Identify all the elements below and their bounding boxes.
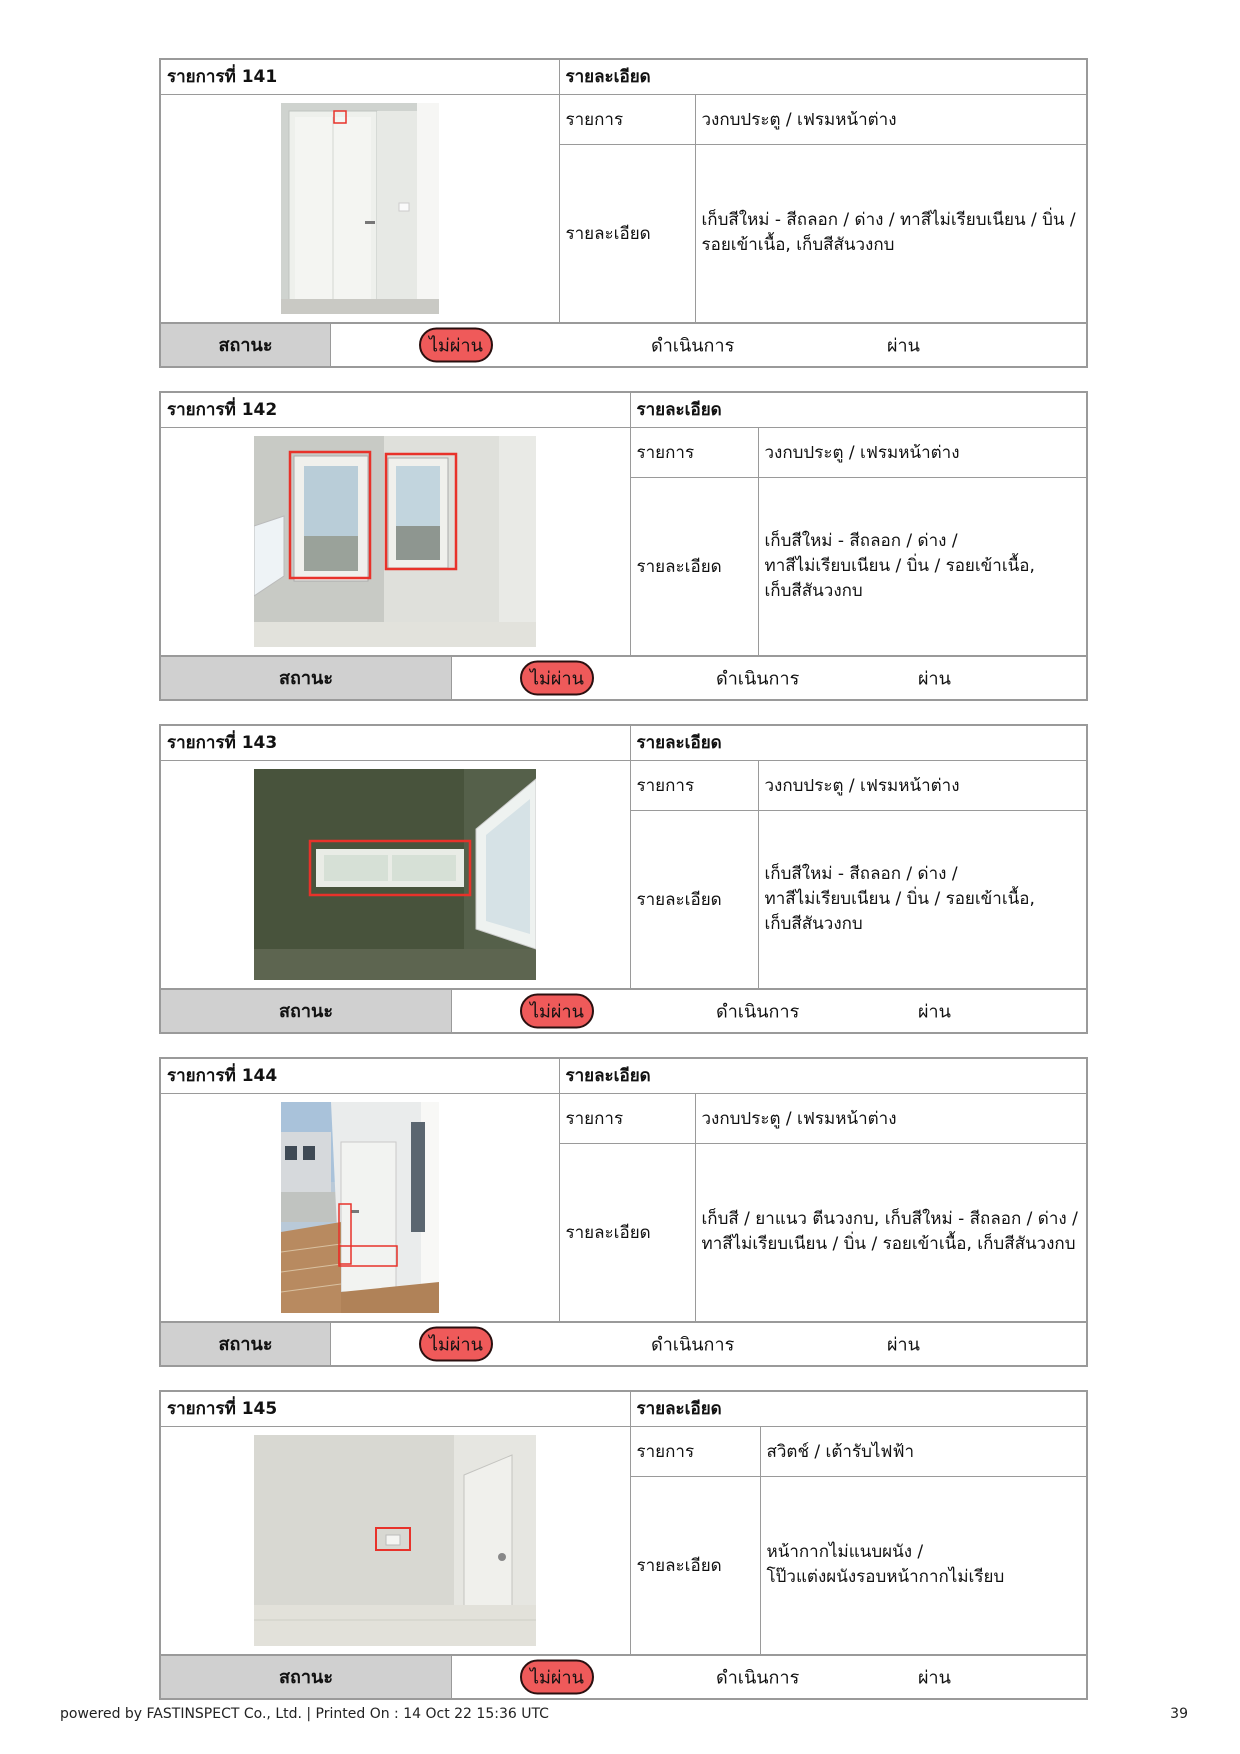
status-options [331,1323,1086,1365]
status-in-progress-option[interactable]: ดำเนินการ [716,668,800,689]
door-photo[interactable] [281,103,439,314]
item-label: รายการ [559,94,695,144]
item-value: วงกบประตู / เฟรมหน้าต่าง [695,1093,1086,1143]
item-value: วงกบประตู / เฟรมหน้าต่าง [758,427,1086,477]
item-title: รายการที่ 145 [161,1392,630,1426]
status-row [161,323,1086,366]
item-value: วงกบประตู / เฟรมหน้าต่าง [695,94,1086,144]
status-options [452,657,1086,699]
status-fail-option[interactable]: ไม่ผ่าน [419,1326,493,1361]
status-fail-option[interactable]: ไม่ผ่าน [520,660,594,695]
dark-room-window-photo[interactable] [254,769,536,980]
item-title: รายการที่ 144 [161,1059,559,1093]
status-fail-option[interactable]: ไม่ผ่าน [520,1659,594,1694]
detail-line: หน้ากากไม่แนบผนัง / [766,1542,924,1562]
status-pass-option[interactable]: ผ่าน [918,668,951,689]
detail-line: เก็บสีใหม่ - สีถลอก / ด่าง / [764,863,958,884]
status-label: สถานะ [161,990,452,1032]
detail-value [695,144,1086,322]
status-in-progress-option[interactable]: ดำเนินการ [651,335,735,356]
detail-label: รายละเอียด [630,1476,760,1654]
item-title: รายการที่ 142 [161,393,630,427]
item-label: รายการ [630,427,758,477]
photo-cell [161,1093,559,1321]
wall-switch-photo[interactable] [254,1435,536,1646]
status-label: สถานะ [161,324,331,366]
detail-line: โป๊วแต่งผนังรอบหน้ากากไม่เรียบ [766,1567,1005,1587]
detail-line: เก็บสี / ยาแนว ตีนวงกบ, เก็บสีใหม่ - สีถลอก / ด่าง / [701,1209,1078,1229]
item-label: รายการ [630,760,758,810]
item-title: รายการที่ 143 [161,726,630,760]
detail-line: เก็บสีใหม่ - สีถลอก / ด่าง / ทาสีไม่เรียบเนียน / บิ่น / [701,210,1076,230]
status-in-progress-option[interactable]: ดำเนินการ [716,1667,800,1688]
item-label: รายการ [630,1426,760,1476]
status-options [452,1656,1086,1698]
detail-header: รายละเอียด [630,393,1086,427]
exterior-door-photo[interactable] [281,1102,439,1313]
item-value: สวิตช์ / เต้ารับไฟฟ้า [760,1426,1086,1476]
status-fail-option[interactable]: ไม่ผ่าน [520,993,594,1028]
photo-cell [161,427,630,655]
status-label: สถานะ [161,1323,331,1365]
status-row [161,656,1086,699]
detail-value [758,477,1086,655]
detail-header: รายละเอียด [630,726,1086,760]
detail-line: รอยเข้าเนื้อ, เก็บสีสันวงกบ [701,235,895,255]
detail-line: เก็บสีสันวงกบ [764,580,863,601]
detail-line: เก็บสีใหม่ - สีถลอก / ด่าง / [764,530,958,551]
windows-photo[interactable] [254,436,536,647]
status-options [331,324,1086,366]
status-row [161,989,1086,1032]
status-pass-option[interactable]: ผ่าน [887,1334,920,1355]
status-options [452,990,1086,1032]
photo-cell [161,94,559,322]
inspection-item-141 [159,58,1088,368]
status-in-progress-option[interactable]: ดำเนินการ [716,1001,800,1022]
detail-value [760,1476,1086,1654]
inspection-item-145 [159,1390,1088,1700]
detail-header: รายละเอียด [559,1059,1086,1093]
inspection-item-142 [159,391,1088,701]
detail-line: ทาสีไม่เรียบเนียน / บิ่น / รอยเข้าเนื้อ, [764,555,1035,576]
detail-line: เก็บสีสันวงกบ [764,913,863,934]
status-fail-option[interactable]: ไม่ผ่าน [419,327,493,362]
status-row [161,1655,1086,1698]
detail-label: รายละเอียด [559,144,695,322]
detail-label: รายละเอียด [630,477,758,655]
detail-line: ทาสีไม่เรียบเนียน / บิ่น / รอยเข้าเนื้อ, เก็บสีสันวงกบ [701,1234,1076,1254]
status-row [161,1322,1086,1365]
detail-value [758,810,1086,988]
detail-value [695,1143,1086,1321]
detail-header: รายละเอียด [559,60,1086,94]
status-in-progress-option[interactable]: ดำเนินการ [651,1334,735,1355]
inspection-item-144 [159,1057,1088,1367]
status-pass-option[interactable]: ผ่าน [918,1001,951,1022]
page-number: 39 [1170,1706,1188,1722]
footer-credit: powered by FASTINSPECT Co., Ltd. | Printed On : 14 Oct 22 15:36 UTC [60,1706,549,1722]
status-label: สถานะ [161,657,452,699]
status-pass-option[interactable]: ผ่าน [918,1667,951,1688]
photo-cell [161,760,630,988]
detail-header: รายละเอียด [630,1392,1086,1426]
detail-label: รายละเอียด [630,810,758,988]
photo-cell [161,1426,630,1654]
status-pass-option[interactable]: ผ่าน [887,335,920,356]
detail-line: ทาสีไม่เรียบเนียน / บิ่น / รอยเข้าเนื้อ, [764,888,1035,909]
item-value: วงกบประตู / เฟรมหน้าต่าง [758,760,1086,810]
inspection-item-143 [159,724,1088,1034]
detail-label: รายละเอียด [559,1143,695,1321]
item-label: รายการ [559,1093,695,1143]
item-title: รายการที่ 141 [161,60,559,94]
status-label: สถานะ [161,1656,452,1698]
